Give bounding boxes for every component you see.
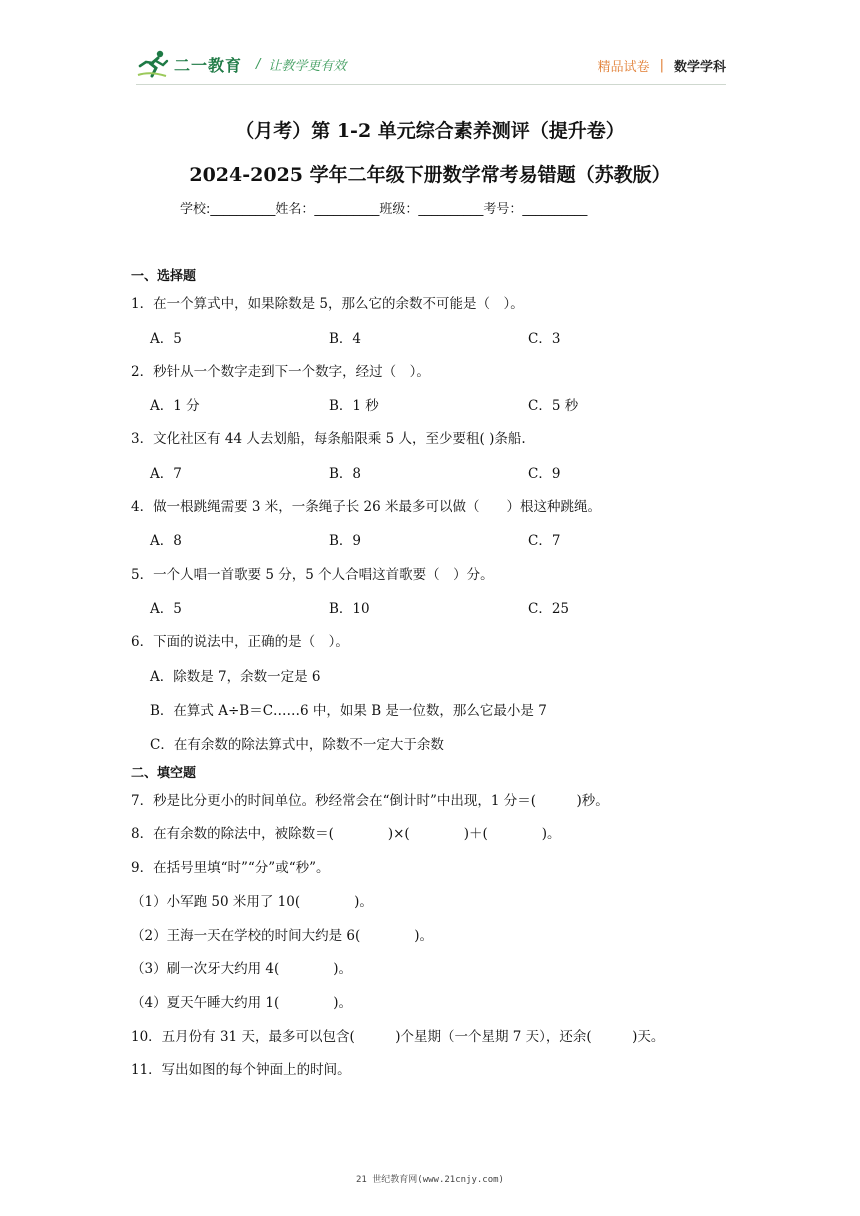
question-2-option-b: B．1 秒 (329, 398, 379, 414)
question-5-option-c: C．25 (528, 601, 570, 617)
question-2-option-c: C．5 秒 (528, 398, 579, 414)
question-5-option-b: B．10 (329, 601, 370, 617)
header-rule (136, 84, 726, 85)
question-11: 11．写出如图的每个钟面上的时间。 (131, 1062, 351, 1078)
page-footer: 21 世纪教育网(www.21cnjy.com) (356, 1175, 504, 1185)
question-4-option-b: B．9 (329, 533, 362, 549)
question-9-sub-3: （3）刷一次牙大约用 4( )。 (131, 961, 353, 977)
question-1-stem: 1．在一个算式中，如果除数是 5，那么它的余数不可能是（ ）。 (131, 296, 524, 312)
question-9-stem: 9．在括号里填“时”“分”或“秒”。 (131, 860, 330, 876)
question-4-option-a: A．8 (150, 533, 182, 549)
question-8: 8．在有余数的除法中，被除数＝( )×( )＋( )。 (131, 826, 561, 842)
question-5-option-a: A．5 (150, 601, 182, 617)
question-3-option-b: B．8 (329, 466, 362, 482)
question-4-option-c: C．7 (528, 533, 561, 549)
question-3-option-c: C．9 (528, 466, 561, 482)
question-5-stem: 5．一个人唱一首歌要 5 分，5 个人合唱这首歌要（ ）分。 (131, 567, 494, 583)
question-1-option-b: B．4 (329, 331, 362, 347)
student-info-line: 学校:__________姓名：__________班级：__________考号：__________ (180, 202, 588, 217)
question-6-option-c: C．在有余数的除法算式中，除数不一定大于余数 (150, 737, 444, 753)
header-subject: 数学学科 (673, 60, 726, 75)
question-9-sub-2: （2）王海一天在学校的时间大约是 6( )。 (131, 928, 434, 944)
question-6-stem: 6．下面的说法中，正确的是（ ）。 (131, 634, 349, 650)
slogan-separator: / (256, 56, 261, 72)
exam-title-line1: （月考）第 1-2 单元综合素养测评（提升卷） (235, 120, 625, 142)
question-9-sub-1: （1）小军跑 50 米用了 10( )。 (131, 894, 373, 910)
question-10: 10．五月份有 31 天，最多可以包含( )个星期（一个星期 7 天），还余( )天。 (131, 1029, 665, 1045)
runner-logo-icon (136, 49, 170, 79)
question-2-option-a: A．1 分 (150, 398, 200, 414)
question-7: 7．秒是比分更小的时间单位。秒经常会在“倒计时”中出现，1 分＝( )秒。 (131, 793, 609, 809)
slogan: 让教学更有效 (268, 58, 347, 74)
question-9-sub-4: （4）夏天午睡大约用 1( )。 (131, 995, 353, 1011)
question-6-option-a: A．除数是 7，余数一定是 6 (150, 669, 321, 685)
header-divider: | (659, 58, 664, 73)
question-3-stem: 3．文化社区有 44 人去划船，每条船限乘 5 人，至少要租( )条船. (131, 431, 526, 447)
section-heading-fill: 二、填空题 (131, 766, 197, 781)
question-3-option-a: A．7 (150, 466, 182, 482)
exam-title-line2: 2024-2025 学年二年级下册数学常考易错题（苏教版） (189, 164, 671, 186)
question-1-option-a: A．5 (150, 331, 182, 347)
question-1-option-c: C．3 (528, 331, 561, 347)
question-6-option-b: B．在算式 A÷B＝C……6 中，如果 B 是一位数，那么它最小是 7 (150, 703, 547, 719)
question-4-stem: 4．做一根跳绳需要 3 米，一条绳子长 26 米最多可以做（ ）根这种跳绳。 (131, 499, 602, 515)
question-2-stem: 2．秒针从一个数字走到下一个数字，经过（ ）。 (131, 364, 430, 380)
section-heading-choice: 一、选择题 (131, 269, 197, 284)
header-right (598, 56, 726, 75)
brand-logo (136, 44, 346, 84)
page-header (0, 0, 860, 92)
logo-text: 二一教育 (174, 55, 243, 75)
header-tag: 精品试卷 (597, 60, 650, 75)
